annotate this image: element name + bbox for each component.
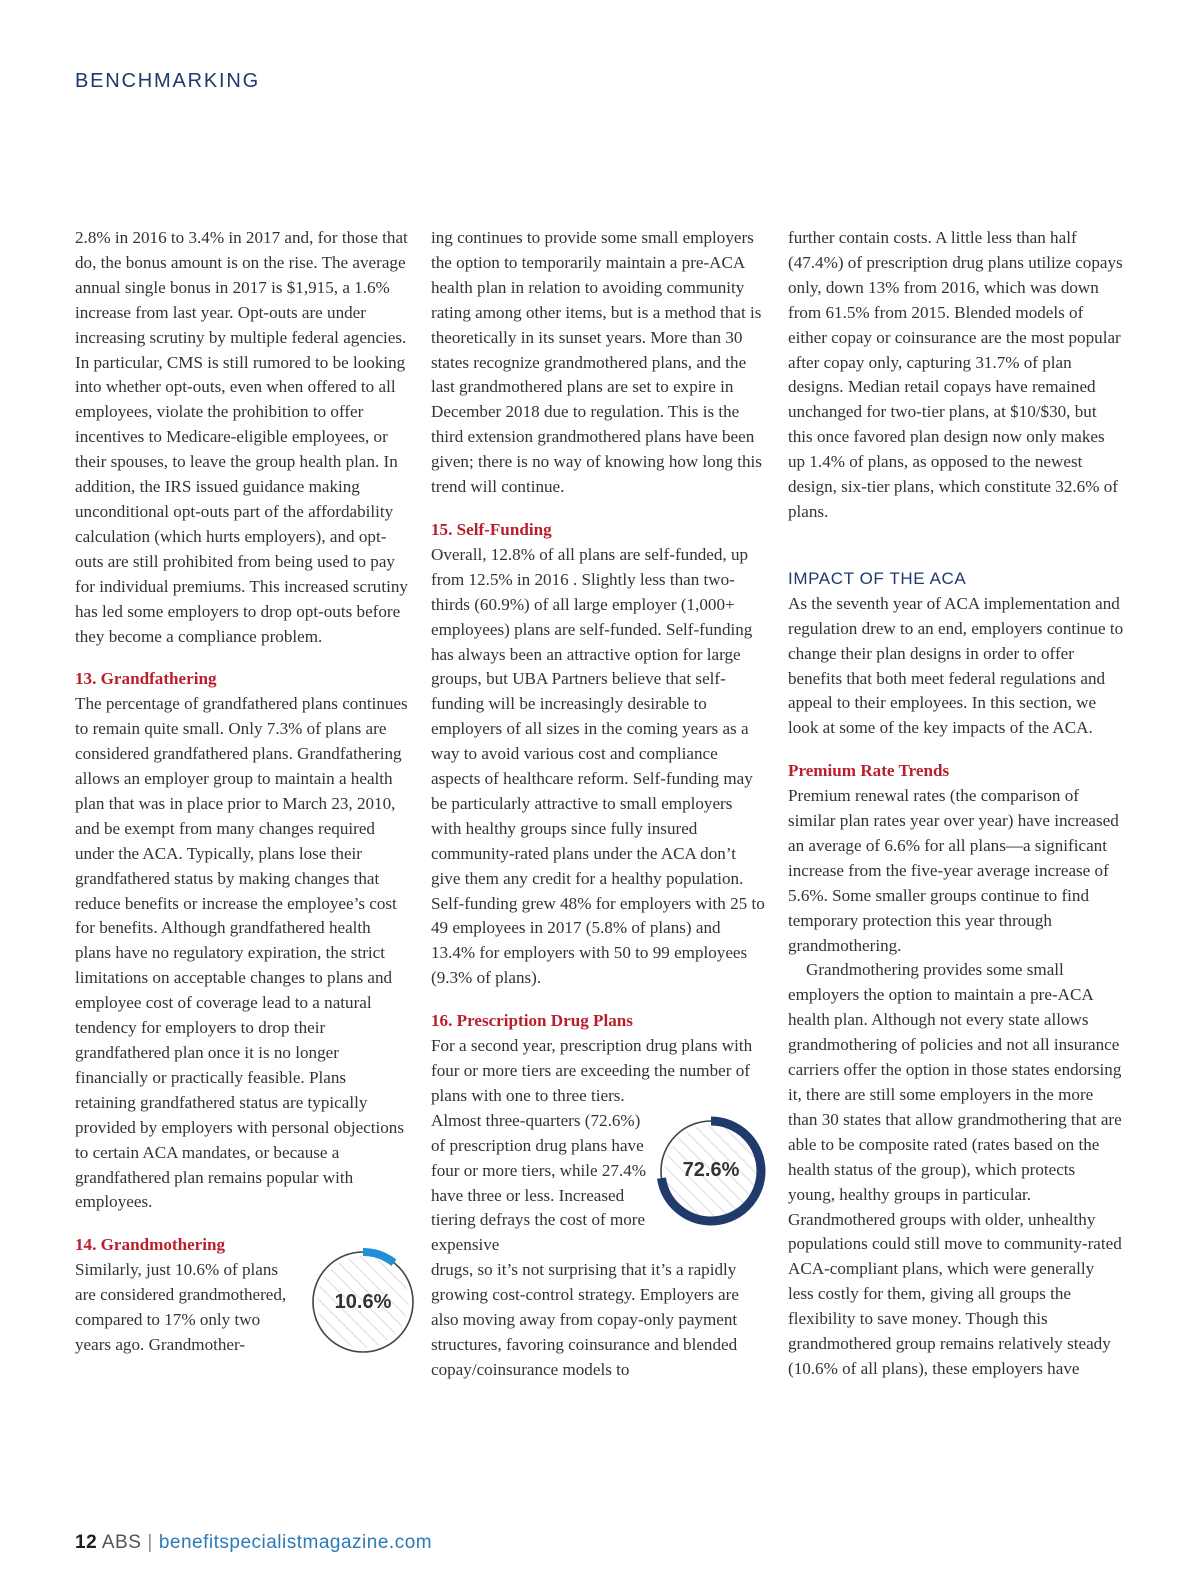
donut-label: 72.6% bbox=[682, 1159, 740, 1182]
paragraph: Overall, 12.8% of all plans are self-funded, up from 12.5% in 2016 . Slightly less than two-thirds (60.9%) of all large employer (1,000+ employees) plans are self-funded. Self-funding has always been an attractive option for large groups, but UBA Partners believe that self-funding will be increasingly desirable to employers of all sizes in the coming years as a way to avoid various cost and compliance aspects of healthcare reform. Self-funding may be particularly attractive to small employers with healthy groups since fully insured community-rated plans under the ACA don’t give them any credit for a healthy population. Self-funding grew 48% for employers with 25 to 49 employees in 2017 (5.8% of plans) and 13.4% for employers with 50 to 99 employees (9.3% of plans). bbox=[431, 544, 765, 988]
paragraph: The percentage of grandfathered plans continues to remain quite small. Only 7.3% of plans are considered grandfathered plans. Grandfathering allows an employer group to maintain a health plan that was in place prior to March 23, 2010, and be exempt from many changes required under the ACA. Typically, plans lose their grandfathered status by making changes that reduce benefits or increase the employee’s cost for benefits. Although grandfathered health plans have no regulatory expiration, the strict limitations on acceptable changes to plans and employee cost of coverage lead to a natural tendency for employers to drop their grandfathered plan once it is no longer financially or practically feasible. Plans retaining grandfathered status are typically provided by employers with personal objections to certain ACA mandates, or because a grandfathered plan remains popular with employees. bbox=[75, 694, 408, 1212]
page-footer bbox=[75, 1532, 432, 1554]
paragraph: Grandmothering provides some small employers the option to maintain a pre-ACA health plan. Although not every state allows grandmothering of policies and not all insurance carriers offer the option in those states endorsing it, there are still some employers in the more than 30 states that allow grandmothering that are able to be composite rated (rates based on the health status of the group), which protects young, healthy groups in particular. Grandmothered groups with older, unhealthy populations could still move to community-rated ACA-compliant plans, which were generally less costly for them, giving all groups the flexibility to save money. Though this grandmothered group remains relatively steady (10.6% of all plans), these employers have bbox=[788, 960, 1122, 1378]
magazine-abbrev: ABS bbox=[101, 1532, 142, 1553]
article-column-1 bbox=[75, 226, 411, 1358]
donut-label: 10.6% bbox=[334, 1290, 392, 1313]
heading-prescription-drug-plans: 16. Prescription Drug Plans bbox=[431, 1011, 633, 1031]
paragraph: drugs, so it’s not surprising that it’s a rapidly growing cost-control strategy. Employers are also moving away from copay-only payment structures, favoring coinsurance and blended copay/coinsurance models to bbox=[431, 1260, 739, 1379]
grandmothering-block bbox=[75, 1258, 411, 1358]
footer-separator: | bbox=[147, 1532, 153, 1553]
heading-grandfathering: 13. Grandfathering bbox=[75, 669, 217, 689]
paragraph: Almost three-quarters (72.6%) of prescription drug plans have four or more tiers, while 27.4% have three or less. Increased tiering defrays the cost of more expensive bbox=[431, 1110, 647, 1255]
paragraph: Premium renewal rates (the comparison of similar plan rates year over year) have increased an average of 6.6% for all plans—a significant increase from the five-year average increase of 5.6%. Some smaller groups continue to find temporary protection this year through grandmothering. bbox=[788, 786, 1119, 955]
paragraph: As the seventh year of ACA implementation and regulation drew to an end, employers continue to change their plan designs in order to offer benefits that both meet federal regulations and appeal to their employees. In this section, we look at some of the key impacts of the ACA. bbox=[788, 593, 1124, 738]
section-label: BENCHMARKING bbox=[75, 70, 260, 92]
heading-impact-of-aca: IMPACT OF THE ACA bbox=[788, 568, 967, 588]
page-number: 12 bbox=[75, 1532, 98, 1553]
article-column-3 bbox=[788, 226, 1124, 1382]
paragraph: For a second year, prescription drug plans with four or more tiers are exceeding the number of plans with one to three tiers. bbox=[431, 1036, 753, 1105]
heading-self-funding: 15. Self-Funding bbox=[431, 519, 552, 539]
paragraph: 2.8% in 2016 to 3.4% in 2017 and, for those that do, the bonus amount is on the rise. The average annual single bonus in 2017 is $1,915, a 1.6% increase from last year. Opt-outs are under increasing scrutiny by multiple federal agencies. In particular, CMS is still rumored to be looking into whether opt-outs, even when offered to all employees, violate the prohibition to offer incentives to Medicare-eligible employees, or their spouses, to leave the group health plan. In addition, the IRS issued guidance making unconditional opt-outs part of the affordability calculation (which hurts employers), and opt-outs are still prohibited from being used to pay for individual premiums. This increased scrutiny has led some employers to drop opt-outs before they become a compliance problem. bbox=[75, 228, 408, 646]
donut-chart-four-tier bbox=[655, 1115, 767, 1227]
tiers-block bbox=[431, 1109, 767, 1258]
heading-premium-rate-trends: Premium Rate Trends bbox=[788, 761, 950, 781]
paragraph: further contain costs. A little less than half (47.4%) of prescription drug plans utilize copays only, down 13% from 2016, which was down from 61.5% from 2015. Blended models of either copay or coinsurance are the most popular after copay only, capturing 31.7% of plan designs. Median retail copays have remained unchanged for two-tier plans, at $10/$30, but this once favored plan design now only makes up 1.4% of plans, as opposed to the newest design, six-tier plans, which constitute 32.6% of plans. bbox=[788, 228, 1123, 521]
article-column-2 bbox=[431, 226, 767, 1383]
donut-chart-grandmothered bbox=[307, 1246, 419, 1358]
website-url: benefitspecialistmagazine.com bbox=[158, 1532, 433, 1553]
paragraph: ing continues to provide some small employers the option to temporarily maintain a pre-ACA health plan in relation to avoiding community rating among other items, but is a method that is theoretically in its sunset years. More than 30 states recognize grandmothered plans, and the last grandmothered plans are set to expire in December 2018 due to regulation. This is the third extension grandmothered plans have been given; there is no way of knowing how long this trend will continue. bbox=[431, 228, 762, 497]
heading-grandmothering: 14. Grandmothering bbox=[75, 1235, 226, 1255]
paragraph: Similarly, just 10.6% of plans are considered grandmothered, compared to 17% only two years ago. Grandmother- bbox=[75, 1260, 287, 1354]
